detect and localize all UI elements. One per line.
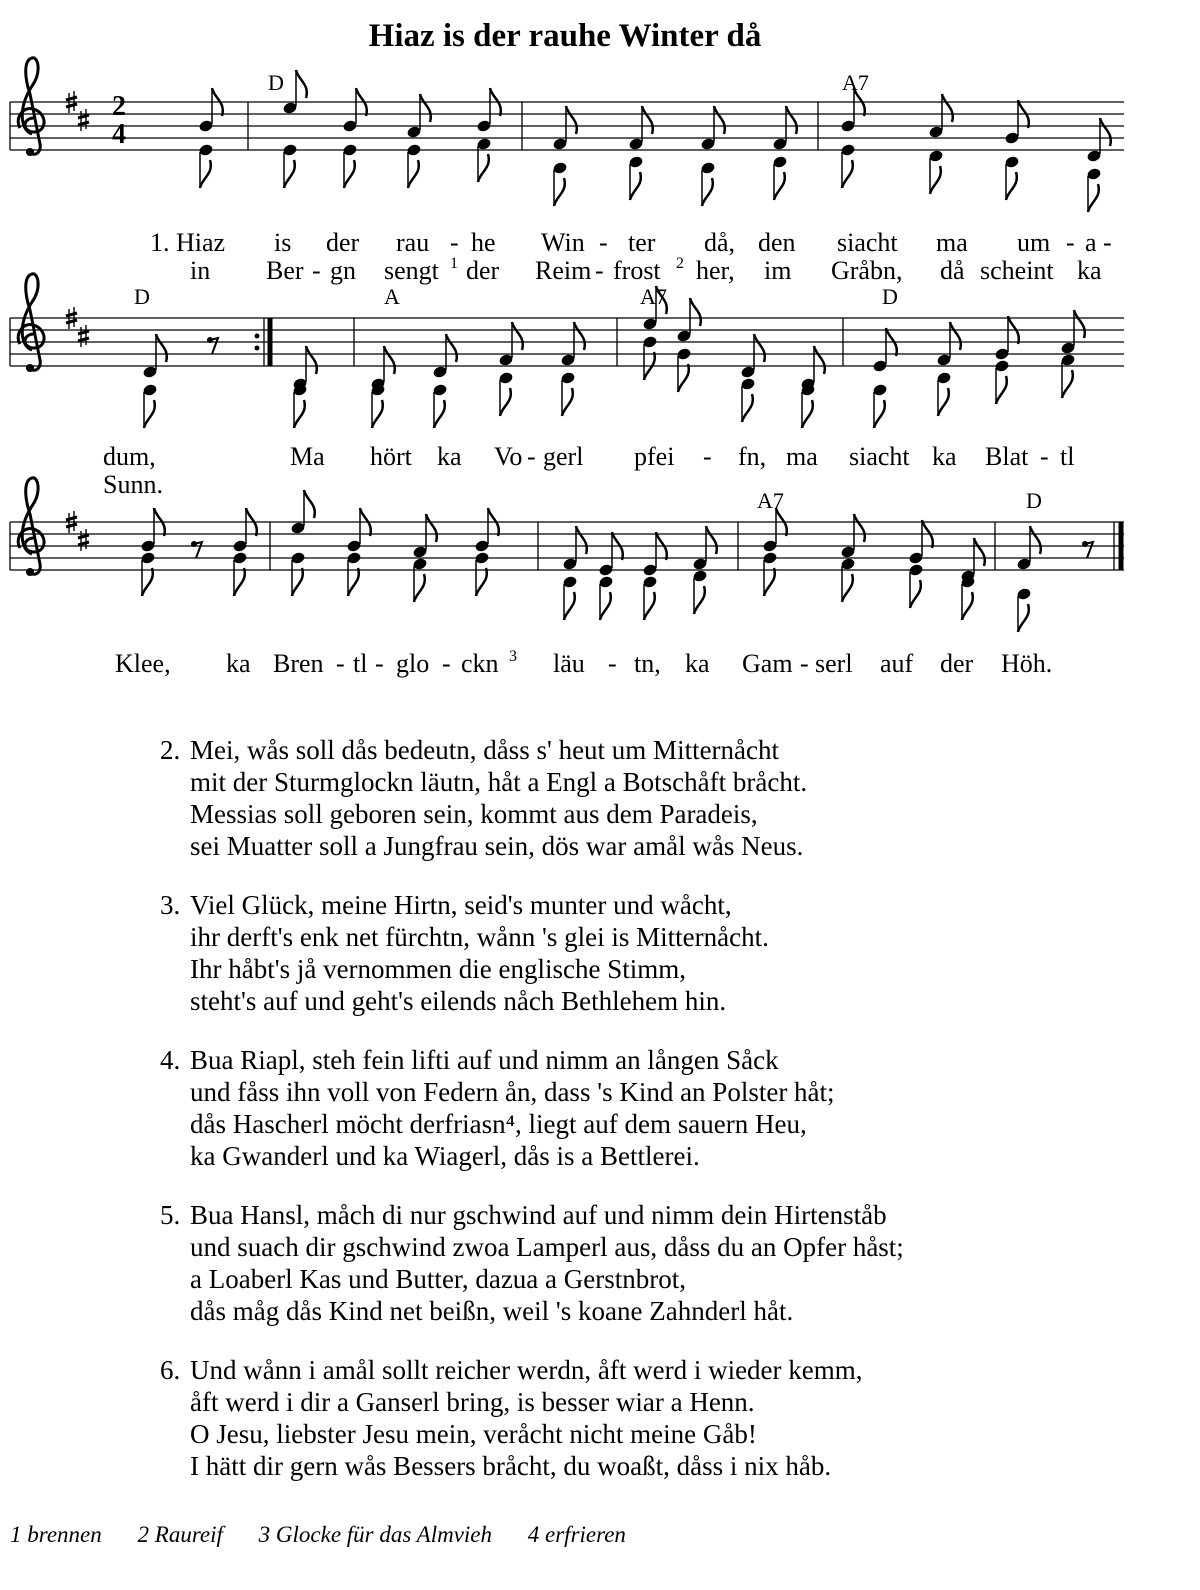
verse-number: 4. [160, 1045, 181, 1075]
note-flag [576, 526, 587, 554]
note-flag [200, 160, 211, 188]
note-flag [962, 592, 973, 620]
lyric: - [703, 442, 712, 471]
lyric: is [274, 228, 292, 257]
note-flag [1088, 184, 1099, 212]
lyric: då, [704, 228, 736, 257]
verse-line: a Loaberl Kas und Butter, dazua a Gerstnbrot, [190, 1264, 686, 1294]
lyric: 1. Hiaz [150, 228, 226, 257]
note-flag [910, 580, 921, 608]
note-flag [426, 514, 437, 542]
lyric: a [1085, 228, 1097, 257]
note-flag [950, 322, 961, 350]
lyric: den [758, 228, 796, 257]
verse-line: Viel Glück, meine Hirtn, seid's munter und wåcht, [190, 890, 732, 920]
lyric: Sunn. [103, 470, 163, 499]
lyric: ka [685, 649, 710, 678]
note-flag [754, 334, 765, 362]
lyric: scheint [980, 256, 1054, 285]
note-flag [476, 568, 487, 596]
verse-line: mit der Sturmglockn läutn, håt a Engl a Botschåft bråcht. [190, 767, 808, 797]
footnote-mark: 3 [509, 648, 517, 665]
note-flag [930, 166, 941, 194]
chord: A7 [842, 70, 869, 95]
lyric: - [1103, 228, 1112, 257]
lyric: glo [396, 649, 430, 678]
lyric: ma [936, 228, 968, 257]
lyric: siacht [837, 228, 898, 257]
lyric: im [764, 256, 792, 285]
verse-number: 2. [160, 735, 181, 765]
lyric: ma [786, 442, 818, 471]
lyric: - [1040, 442, 1049, 471]
note-flag [714, 106, 725, 134]
verse-line: dås måg dås Kind net beißn, weil 's koane Zahnderl håt. [190, 1296, 794, 1326]
note-flag [234, 568, 245, 596]
note-flag [706, 526, 717, 554]
note-flag [408, 160, 419, 188]
eighth-rest-icon [191, 541, 202, 558]
footnote: 4 erfrieren [527, 1522, 626, 1547]
note-flag [764, 568, 775, 596]
lyric: Ma [290, 442, 325, 471]
lyric: auf [880, 649, 914, 678]
lyric: ka [226, 649, 251, 678]
verse-line: ka Gwanderl und ka Wiagerl, dås is a Bettlerei. [190, 1141, 700, 1171]
verse-5 [160, 1199, 904, 1327]
verse-line: steht's auf und geht's eilends nåch Bethlehem hin. [190, 986, 727, 1016]
note-flag [630, 172, 641, 200]
note-flag [1100, 118, 1111, 146]
verse-line: Und wånn i amål sollt reicher werdn, åft werd i wieder kemm, [190, 1355, 863, 1385]
footnote: 1 brennen [10, 1522, 102, 1547]
lyric: ter [628, 228, 656, 257]
verse-line: O Jesu, liebster Jesu mein, veråcht nicht meine Gåb! [190, 1419, 757, 1449]
note-flag [1018, 604, 1029, 632]
lyric: in [190, 256, 211, 285]
verse-line: Messias soll geboren sein, kommt aus dem Paradeis, [190, 799, 758, 829]
time-signature-bottom: 4 [112, 119, 126, 150]
lyric: gerl [543, 442, 584, 471]
lyric: frost [613, 256, 661, 285]
note-flag [786, 106, 797, 134]
lyric: her, [696, 256, 735, 285]
lyric: der [466, 256, 500, 285]
note-flag [420, 94, 431, 122]
note-flag [774, 172, 785, 200]
note-flag [1074, 310, 1085, 338]
note-flag [642, 106, 653, 134]
lyric: Reim [535, 256, 592, 285]
note-flag [644, 592, 655, 620]
footnote-mark: 1 [450, 255, 458, 272]
verse-line: åft werd i dir a Ganserl bring, is besser wiar a Henn. [190, 1387, 755, 1417]
note-flag [690, 298, 701, 326]
treble-clef-icon [18, 478, 44, 576]
verse-6 [160, 1354, 863, 1482]
chord: D [134, 284, 150, 309]
chord: A [384, 284, 400, 309]
lyric: - [1066, 228, 1075, 257]
note-flag [142, 568, 153, 596]
lyric: Klee, [115, 649, 171, 678]
eighth-rest-icon [207, 337, 218, 354]
note-flag [874, 400, 885, 428]
note-flag [702, 178, 713, 206]
note-flag [500, 388, 511, 416]
verse-2 [160, 734, 807, 862]
note-flag [974, 538, 985, 566]
lyric: sengt [384, 256, 439, 285]
verse-line: ihr derft's enk net fürchtn, wånn 's glei is Mitternåcht. [190, 922, 769, 952]
verse-number: 5. [160, 1200, 181, 1230]
song-title: Hiaz is der rauhe Winter då [368, 18, 762, 54]
verse-line: dås Hascherl möcht derfriasn⁴, liegt auf dem sauern Heu, [190, 1109, 807, 1139]
note-flag [384, 346, 395, 374]
lyrics-s1-line1 [150, 228, 1112, 257]
verse-4 [160, 1044, 835, 1172]
note-flag [574, 322, 585, 350]
chord: D [882, 284, 898, 309]
lyric: tn, [634, 649, 661, 678]
footnotes [10, 1522, 656, 1548]
note-flag [996, 376, 1007, 404]
note-flag [306, 346, 317, 374]
lyric: der [940, 649, 974, 678]
note-flag [512, 322, 523, 350]
verse-line: Bua Hansl, måch di nur gschwind auf und nimm dein Hirtenståb [190, 1200, 887, 1230]
lyrics-s1-line2 [190, 255, 1102, 285]
verse-number: 3. [160, 890, 181, 920]
lyric: der [326, 228, 360, 257]
lyric: Gam [742, 649, 793, 678]
lyric: - [599, 228, 608, 257]
chord: A7 [640, 284, 667, 309]
lyric: - [608, 649, 617, 678]
verse-line: I hätt dir gern wås Bessers bråcht, du woaßt, dåss i nix håb. [190, 1451, 832, 1481]
note-flag [478, 154, 489, 182]
note-flag [446, 334, 457, 362]
notes [140, 70, 1111, 632]
lyrics-s2-line1 [103, 442, 1074, 499]
lyric: serl [815, 649, 853, 678]
lyric: ckn [461, 649, 499, 678]
lyric: gn [330, 256, 356, 285]
lyrics-s3-line1 [115, 648, 1052, 678]
lyric: - [312, 256, 321, 285]
lyric: då [940, 256, 965, 285]
lyric: he [471, 228, 496, 257]
note-flag [344, 160, 355, 188]
sharp-icon [78, 325, 89, 347]
footnote-mark: 2 [676, 255, 684, 272]
lyric: ka [1077, 256, 1102, 285]
note-flag [1030, 526, 1041, 554]
lyric: pfei [634, 442, 675, 471]
sharp-icon [78, 109, 89, 131]
lyric: Ber [266, 256, 304, 285]
lyric: Blat [985, 442, 1029, 471]
note-flag [562, 388, 573, 416]
chord: A7 [757, 488, 784, 513]
eighth-rest-icon [1082, 541, 1093, 558]
note-flag [694, 586, 705, 614]
verse-line: Ihr håbt's jå vernommen die englische Stimm, [190, 954, 687, 984]
lyric: - [450, 228, 459, 257]
lyric: Vo [494, 442, 523, 471]
lyric: Bren [273, 649, 324, 678]
lyric: siacht [849, 442, 910, 471]
note-flag [372, 400, 383, 428]
lyric: - [800, 649, 809, 678]
note-flag [1062, 370, 1073, 398]
sharp-icon [78, 529, 89, 551]
note-flag [942, 94, 953, 122]
note-flag [294, 400, 305, 428]
music-score [0, 0, 1200, 700]
lyric: Gråbn, [831, 256, 903, 285]
note-flag [284, 160, 295, 188]
lyric: ka [437, 442, 462, 471]
note-flag [564, 592, 575, 620]
note-flag [678, 364, 689, 392]
lyric: tl [353, 649, 368, 678]
lyric: Win [541, 228, 585, 257]
repeat-dot [255, 334, 260, 339]
note-flag [144, 400, 155, 428]
note-flag [802, 400, 813, 428]
note-flag [1006, 172, 1017, 200]
lyric: tl [1060, 442, 1075, 471]
verse-number: 6. [160, 1355, 181, 1385]
lyric: ka [932, 442, 957, 471]
chord: D [1026, 488, 1042, 513]
footnote: 2 Raureif [137, 1522, 223, 1547]
note-flag [842, 574, 853, 602]
footnote: 3 Glocke für das Almvieh [258, 1522, 493, 1547]
lyric: rau [396, 228, 430, 257]
lyric: - [527, 442, 536, 471]
lyric: läu [553, 649, 585, 678]
note-flag [842, 160, 853, 188]
lyric: um [1017, 228, 1051, 257]
verse-line: und suach dir gschwind zwoa Lamperl aus, dåss du an Opfer håst; [190, 1232, 904, 1262]
note-flag [600, 592, 611, 620]
lyric: dum, [103, 442, 156, 471]
verse-line: Mei, wås soll dås bedeutn, dåss s' heut um Mitternåcht [190, 735, 780, 765]
note-flag [938, 388, 949, 416]
time-signature-top: 2 [112, 91, 126, 122]
note-flag [554, 178, 565, 206]
lyric: - [375, 649, 384, 678]
repeat-dot [255, 346, 260, 351]
lyric: - [595, 256, 604, 285]
verse-line: und fåss ihn voll von Federn ån, dass 's Kind an Polster håt; [190, 1077, 835, 1107]
note-flag [348, 568, 359, 596]
lyric: hört [370, 442, 412, 471]
verse-3 [160, 889, 769, 1017]
note-flag [742, 394, 753, 422]
note-flag [854, 514, 865, 542]
treble-clef-icon [18, 58, 44, 156]
lyric: fn, [738, 442, 767, 471]
note-flag [414, 574, 425, 602]
lyric: - [442, 649, 451, 678]
note-flag [304, 490, 315, 518]
note-flag [156, 334, 167, 362]
chord: D [268, 70, 284, 95]
note-flag [296, 70, 307, 98]
verse-line: Bua Riapl, steh fein lifti auf und nimm an lången Såck [190, 1045, 779, 1075]
note-flag [434, 400, 445, 428]
lyric: - [336, 649, 345, 678]
note-flag [292, 568, 303, 596]
lyric: Höh. [1001, 649, 1053, 678]
note-flag [566, 106, 577, 134]
note-flag [814, 346, 825, 374]
treble-clef-icon [18, 274, 44, 372]
verse-line: sei Muatter soll a Jungfrau sein, dös war amål wås Neus. [190, 831, 804, 861]
